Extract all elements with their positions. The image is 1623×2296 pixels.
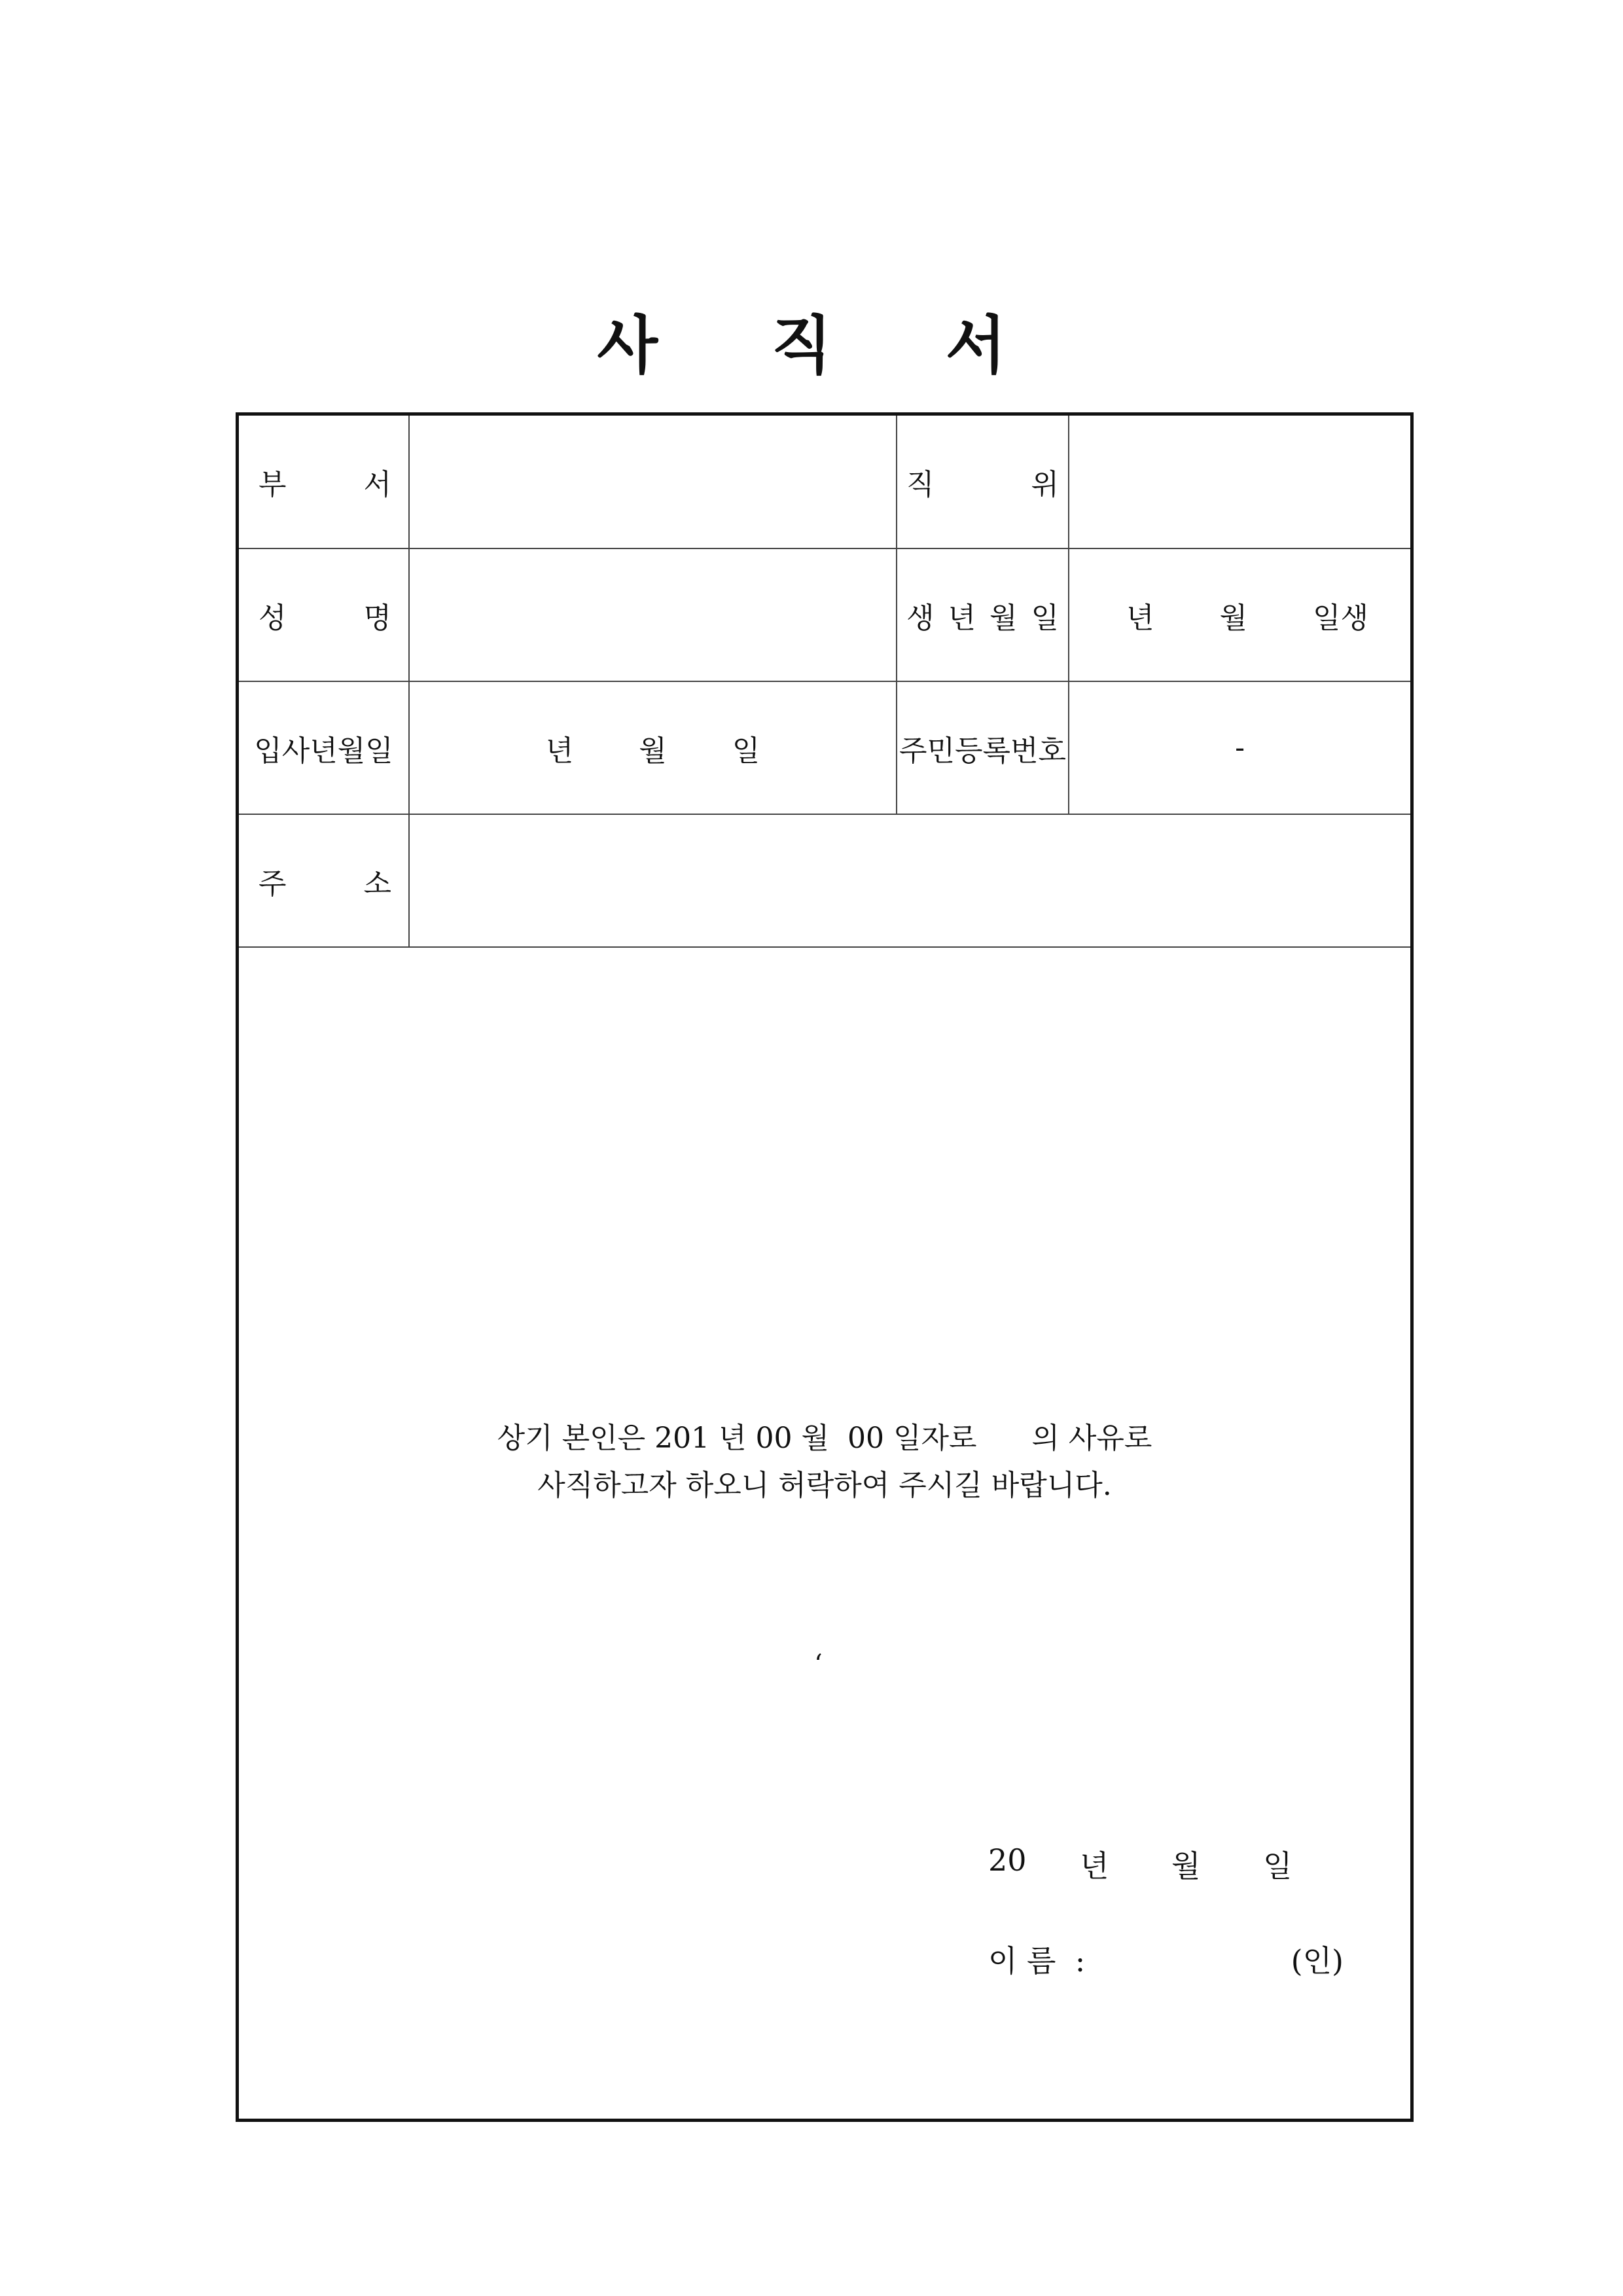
- label-char: 생: [906, 601, 935, 635]
- label-position: [897, 416, 1069, 548]
- name-label: 이 름 :: [988, 1943, 1086, 1979]
- resident-number-dash: -: [1235, 731, 1245, 764]
- address-field[interactable]: [409, 814, 1410, 947]
- resident-number-field[interactable]: [1069, 681, 1410, 814]
- birth-year-label: 년: [1126, 601, 1154, 635]
- position-field[interactable]: [1069, 416, 1410, 548]
- table-row: [239, 814, 1410, 947]
- hire-day-label: 일: [732, 734, 760, 768]
- table-row: [239, 548, 1410, 681]
- document-title: 사 직 서: [597, 308, 1052, 382]
- hire-month-label: 월: [639, 734, 667, 768]
- label-char: 위: [1031, 468, 1059, 501]
- label-name: [239, 548, 409, 681]
- label-char: 소: [363, 867, 391, 901]
- label-birthdate: [897, 548, 1069, 681]
- signature-name-line: [988, 1937, 1344, 1981]
- hire-year-label: 년: [545, 734, 574, 768]
- label-char: 직: [906, 468, 935, 501]
- label-text: 입사년월일: [254, 734, 393, 768]
- name-field[interactable]: [409, 548, 897, 681]
- label-char: 주: [259, 867, 287, 901]
- signature-date: [988, 1842, 1292, 1886]
- date-day-label: 일: [1263, 1848, 1293, 1884]
- birth-month-label: 월: [1219, 601, 1247, 635]
- label-department: [239, 416, 409, 548]
- date-year-label: 년: [1080, 1848, 1109, 1884]
- label-char: 명: [363, 601, 391, 635]
- table-row: [239, 416, 1410, 548]
- label-address: [239, 814, 409, 947]
- table-row: [239, 681, 1410, 814]
- label-char: 서: [363, 468, 391, 501]
- date-month-label: 월: [1171, 1848, 1201, 1884]
- stray-mark: ‘: [814, 1649, 823, 1679]
- label-hire-date: [239, 681, 409, 814]
- label-char: 월: [989, 601, 1018, 635]
- hire-date-field[interactable]: [409, 681, 897, 814]
- birthdate-field[interactable]: [1069, 548, 1410, 681]
- statement-line-1: 상기 본인은 201 년 00 월 00 일자로 의 사유로: [497, 1422, 1152, 1455]
- label-char: 일: [1031, 601, 1059, 635]
- statement-line-2: 사직하고자 하오니 허락하여 주시길 바랍니다.: [537, 1469, 1112, 1502]
- info-table: [239, 416, 1410, 948]
- label-char: 년: [948, 601, 976, 635]
- label-char: 부: [259, 468, 287, 501]
- date-prefix: 20: [988, 1842, 1027, 1878]
- label-char: 성: [259, 601, 287, 635]
- label-text: 주민등록번호: [899, 734, 1067, 768]
- department-field[interactable]: [409, 416, 897, 548]
- birth-day-label: 일생: [1312, 601, 1368, 635]
- seal-mark: (인): [1291, 1943, 1344, 1979]
- label-resident-number: [897, 681, 1069, 814]
